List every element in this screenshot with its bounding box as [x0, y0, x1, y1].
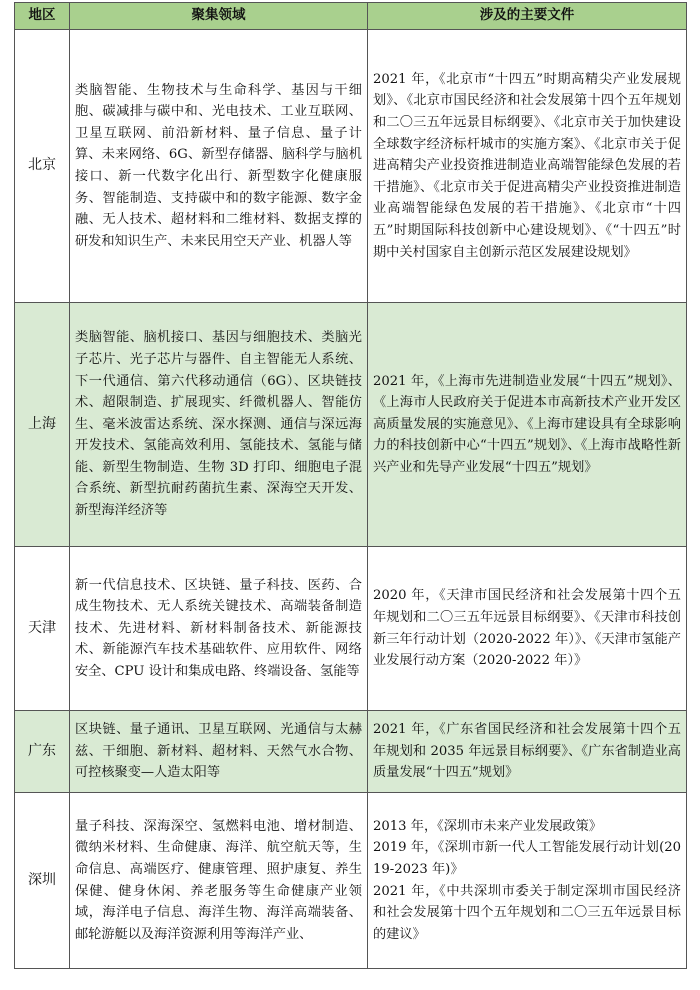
documents-cell: [368, 711, 687, 793]
table-row: [15, 793, 687, 969]
header-region: 地区: [15, 3, 70, 30]
documents-cell: [368, 793, 687, 969]
fields-cell: 类脑智能、生物技术与生命科学、基因与干细胞、碳减排与碳中和、光电技术、工业互联网、卫星互联网、前沿新材料、量子信息、量子计算、未来网络、6G、新型存储器、脑科学与脑机接口、新一代数字化出行、新型数字化健康服务、智能制造、支持碳中和的数字能源、数字金融、无人技术、超材料和二维材料、数据支撑的研发和知识生产、未来民用空天产业、机器人等: [70, 30, 368, 303]
future-industries-table: [14, 2, 687, 969]
header-documents: 涉及的主要文件: [368, 3, 687, 30]
fields-cell: 区块链、量子通讯、卫星互联网、光通信与太赫兹、干细胞、新材料、超材料、天然气水合物、可控核聚变—人造太阳等: [70, 711, 368, 793]
region-cell: 上海: [15, 303, 70, 547]
document-line: 2013 年，《深圳市未来产业发展政策》: [373, 818, 602, 834]
table-row: [15, 30, 687, 303]
table-row: [15, 303, 687, 547]
documents-cell: [368, 30, 687, 303]
region-cell: 广东: [15, 711, 70, 793]
document-line: 2020 年，《天津市国民经济和社会发展第十四个五年规划和二〇三五年远景目标纲要》、《天津市科技创新三年行动计划（2020-2022 年）》、《天津市氢能产业发展行动方案（2020-2022 年）》: [373, 588, 681, 669]
document-line: 2021 年，《广东省国民经济和社会发展第十四个五年规划和 2035 年远景目标纲要》、《广东省制造业高质量发展“十四五”规划》: [373, 722, 681, 781]
table-row: [15, 547, 687, 711]
region-cell: 天津: [15, 547, 70, 711]
documents-cell: [368, 303, 687, 547]
fields-cell: 新一代信息技术、区块链、量子科技、医药、合成生物技术、无人系统关键技术、高端装备制造技术、先进材料、新材料制备技术、新能源技术、新能源汽车技术基础软件、应用软件、网络安全、CPU 设计和集成电路、终端设备、氢能等: [70, 547, 368, 711]
region-cell: 北京: [15, 30, 70, 303]
documents-cell: [368, 547, 687, 711]
region-cell: 深圳: [15, 793, 70, 969]
table-row: [15, 711, 687, 793]
document-line: 2021 年，《中共深圳市委关于制定深圳市国民经济和社会发展第十四个五年规划和二〇三五年远景目标的建议》: [373, 883, 681, 942]
fields-cell: 量子科技、深海深空、氢燃料电池、增材制造、微纳米材料、生命健康、海洋、航空航天等，生命信息、高端医疗、健康管理、照护康复、养生保健、健身休闲、养老服务等生命健康产业领域，海洋电子信息、海洋生物、海洋高端装备、邮轮游艇以及海洋资源利用等海洋产业、: [70, 793, 368, 969]
header-fields: 聚集领域: [70, 3, 368, 30]
document-line: 2019 年，《深圳市新一代人工智能发展行动计划(2019-2023 年)》: [373, 840, 681, 877]
table-header-row: [15, 3, 687, 30]
fields-cell: 类脑智能、脑机接口、基因与细胞技术、类脑光子芯片、光子芯片与器件、自主智能无人系统、下一代通信、第六代移动通信（6G）、区块链技术、超限制造、扩展现实、纤微机器人、智能仿生、毫米波雷达系统、深水探测、通信与深远海开发技术、氢能高效利用、氢能技术、氢能与储能、新型生物制造、生物 3D 打印、细胞电子混合系统、新型抗耐药菌抗生素、深海空天开发、新型海洋经济等: [70, 303, 368, 547]
document-line: 2021 年，《北京市“十四五”时期高精尖产业发展规划》、《北京市国民经济和社会发展第十四个五年规划和二〇三五年远景目标纲要》、《北京市关于加快建设全球数字经济标杆城市的实施方案》、《北京市关于促进高精尖产业投资推进制造业高端智能绿色发展的若干措施》、《北京市关于促进高精尖产业投资推进制造业高端智能绿色发展的若干措施》、《北京市“十四五”时期国际科技创新中心建设规划》、《“十四五”时期中关村国家自主创新示范区发展建设规划》: [373, 71, 681, 260]
document-line: 2021 年，《上海市先进制造业发展“十四五”规划》、《上海市人民政府关于促进本市高新技术产业开发区高质量发展的实施意见》、《上海市建设具有全球影响力的科技创新中心“十四五”规划》、《上海市战略性新兴产业和先导产业发展“十四五”规划》: [373, 373, 681, 475]
